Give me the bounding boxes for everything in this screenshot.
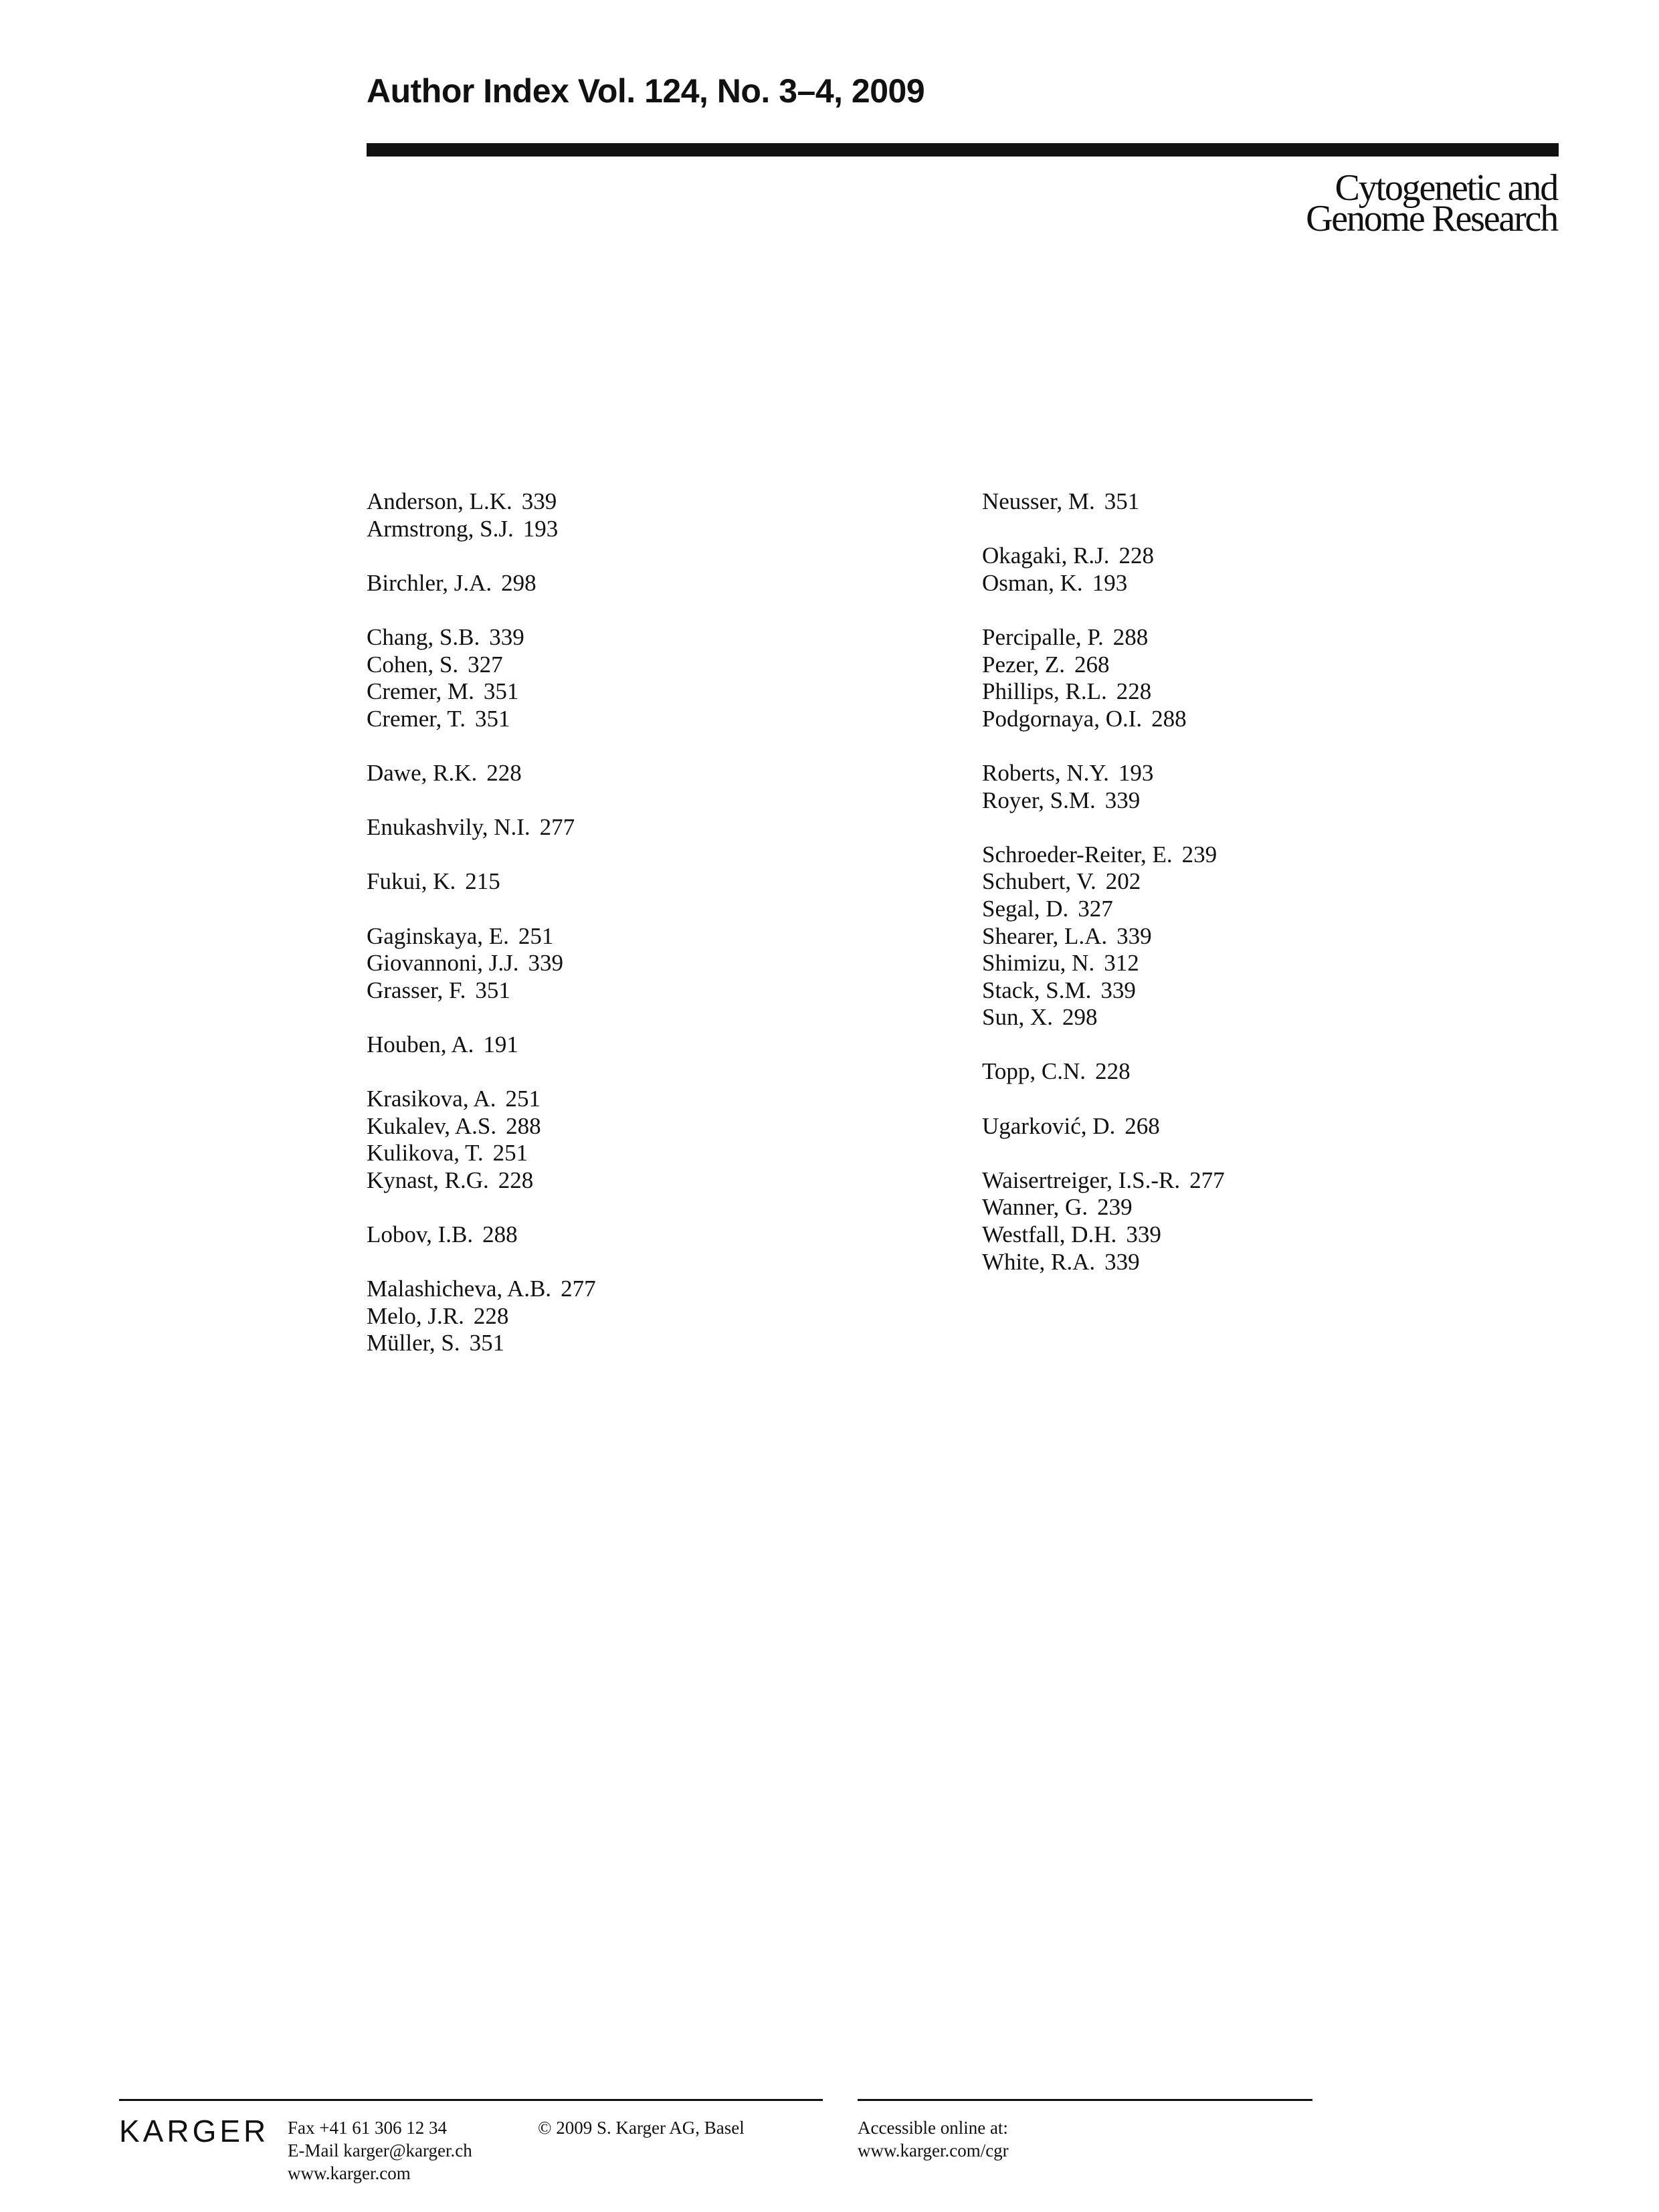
author-entry bbox=[367, 868, 902, 896]
author-page-number: 191 bbox=[483, 1031, 518, 1058]
author-entry bbox=[982, 1221, 1517, 1249]
author-index-right-column bbox=[982, 488, 1517, 1303]
author-name: Lobov, I.B. bbox=[367, 1221, 474, 1248]
author-group bbox=[982, 542, 1517, 597]
author-entry bbox=[982, 542, 1517, 570]
author-page-number: 298 bbox=[1062, 1004, 1098, 1031]
author-name: Schubert, V. bbox=[982, 868, 1096, 895]
author-page-number: 339 bbox=[1104, 787, 1141, 813]
author-entry bbox=[367, 706, 902, 733]
author-name: Podgornaya, O.I. bbox=[982, 705, 1143, 732]
author-entry bbox=[982, 1004, 1517, 1031]
author-entry bbox=[367, 1221, 902, 1249]
footer-online-access bbox=[858, 2116, 1009, 2162]
author-entry bbox=[367, 814, 902, 841]
author-page-number: 327 bbox=[468, 651, 503, 678]
author-entry bbox=[367, 1140, 902, 1167]
author-page-number: 351 bbox=[469, 1330, 505, 1356]
author-group bbox=[982, 1113, 1517, 1140]
karger-logo: KARGER bbox=[119, 2114, 270, 2148]
author-name: Pezer, Z. bbox=[982, 651, 1065, 678]
author-name: Percipalle, P. bbox=[982, 623, 1104, 650]
author-entry bbox=[367, 678, 902, 706]
author-group bbox=[367, 1276, 902, 1357]
journal-logo bbox=[1306, 167, 1557, 239]
author-name: Chang, S.B. bbox=[367, 623, 480, 650]
author-group bbox=[982, 841, 1517, 1031]
author-entry bbox=[982, 651, 1517, 679]
author-name: Sun, X. bbox=[982, 1004, 1053, 1031]
author-index-left-column bbox=[367, 488, 902, 1385]
author-name: Houben, A. bbox=[367, 1031, 474, 1058]
author-name: Schroeder-Reiter, E. bbox=[982, 841, 1173, 868]
author-entry bbox=[982, 950, 1517, 977]
author-name: Okagaki, R.J. bbox=[982, 542, 1110, 569]
author-entry bbox=[982, 1194, 1517, 1221]
author-page-number: 239 bbox=[1097, 1194, 1133, 1221]
author-entry bbox=[982, 923, 1517, 950]
author-page-number: 339 bbox=[1104, 1248, 1140, 1275]
author-group bbox=[367, 923, 902, 1005]
author-entry bbox=[982, 624, 1517, 651]
author-page-number: 351 bbox=[475, 977, 510, 1003]
author-name: Melo, J.R. bbox=[367, 1302, 464, 1329]
author-page-number: 215 bbox=[465, 868, 500, 895]
author-group bbox=[367, 624, 902, 732]
author-group bbox=[982, 624, 1517, 732]
author-entry bbox=[982, 706, 1517, 733]
author-entry bbox=[982, 1113, 1517, 1140]
author-group bbox=[982, 760, 1517, 814]
author-page-number: 228 bbox=[1116, 678, 1152, 705]
journal-logo-line-1: Cytogenetic and bbox=[1335, 167, 1557, 209]
author-name: Cremer, M. bbox=[367, 678, 474, 705]
author-page-number: 228 bbox=[1118, 542, 1155, 569]
author-name: Shearer, L.A. bbox=[982, 922, 1108, 949]
author-page-number: 228 bbox=[486, 759, 522, 786]
author-entry bbox=[982, 1167, 1517, 1195]
author-name: Anderson, L.K. bbox=[367, 488, 512, 514]
author-group bbox=[367, 570, 902, 597]
author-group bbox=[367, 1031, 902, 1059]
footer-website-link[interactable]: www.karger.com bbox=[288, 2163, 411, 2183]
author-entry bbox=[367, 624, 902, 651]
author-page-number: 193 bbox=[1118, 759, 1154, 786]
author-name: White, R.A. bbox=[982, 1248, 1096, 1275]
online-url-link[interactable]: www.karger.com/cgr bbox=[858, 2140, 1009, 2160]
author-entry bbox=[982, 570, 1517, 597]
author-group bbox=[367, 760, 902, 787]
footer-rule-right bbox=[858, 2099, 1312, 2101]
author-entry bbox=[367, 923, 902, 950]
author-page-number: 277 bbox=[1189, 1167, 1225, 1193]
author-page-number: 339 bbox=[1116, 922, 1152, 949]
author-page-number: 268 bbox=[1125, 1112, 1160, 1139]
author-name: Waisertreiger, I.S.-R. bbox=[982, 1167, 1181, 1193]
author-entry bbox=[982, 868, 1517, 896]
author-entry bbox=[367, 1031, 902, 1059]
author-name: Osman, K. bbox=[982, 569, 1083, 596]
author-page-number: 339 bbox=[521, 488, 557, 514]
author-entry bbox=[367, 977, 902, 1005]
author-name: Grasser, F. bbox=[367, 977, 466, 1003]
author-page-number: 351 bbox=[474, 705, 510, 732]
author-page-number: 288 bbox=[482, 1221, 518, 1248]
author-group bbox=[982, 1167, 1517, 1276]
author-page-number: 239 bbox=[1181, 841, 1217, 868]
author-page-number: 339 bbox=[1126, 1221, 1161, 1248]
author-name: Kukalev, A.S. bbox=[367, 1112, 497, 1139]
author-entry bbox=[367, 488, 902, 516]
online-label: Accessible online at: bbox=[858, 2118, 1008, 2138]
author-entry bbox=[982, 841, 1517, 869]
author-entry bbox=[367, 516, 902, 543]
author-name: Royer, S.M. bbox=[982, 787, 1096, 813]
author-entry bbox=[367, 570, 902, 597]
author-entry bbox=[982, 977, 1517, 1005]
footer-fax: Fax +41 61 306 12 34 bbox=[288, 2118, 447, 2138]
author-page-number: 228 bbox=[1095, 1058, 1131, 1085]
author-name: Kynast, R.G. bbox=[367, 1167, 489, 1193]
author-name: Armstrong, S.J. bbox=[367, 515, 514, 542]
author-page-number: 298 bbox=[501, 569, 536, 596]
author-name: Dawe, R.K. bbox=[367, 759, 478, 786]
author-entry bbox=[367, 1303, 902, 1330]
author-group bbox=[367, 814, 902, 841]
author-group bbox=[367, 1221, 902, 1249]
author-group bbox=[367, 1086, 902, 1194]
author-page-number: 288 bbox=[1151, 705, 1187, 732]
author-name: Wanner, G. bbox=[982, 1194, 1088, 1221]
author-entry bbox=[367, 1276, 902, 1303]
author-entry bbox=[367, 1086, 902, 1113]
author-name: Fukui, K. bbox=[367, 868, 456, 895]
author-entry bbox=[982, 896, 1517, 923]
author-page-number: 251 bbox=[518, 922, 554, 949]
author-name: Krasikova, A. bbox=[367, 1086, 496, 1112]
author-name: Neusser, M. bbox=[982, 488, 1095, 514]
author-group bbox=[367, 868, 902, 896]
author-name: Malashicheva, A.B. bbox=[367, 1276, 552, 1302]
footer-contact bbox=[288, 2116, 472, 2185]
author-page-number: 268 bbox=[1074, 651, 1110, 678]
author-page-number: 339 bbox=[528, 950, 563, 977]
author-group bbox=[367, 488, 902, 542]
author-name: Ugarković, D. bbox=[982, 1112, 1116, 1139]
author-entry bbox=[367, 760, 902, 787]
author-name: Phillips, R.L. bbox=[982, 678, 1107, 705]
author-entry bbox=[982, 787, 1517, 815]
author-page-number: 193 bbox=[522, 515, 559, 542]
author-entry bbox=[982, 1058, 1517, 1086]
author-name: Shimizu, N. bbox=[982, 950, 1095, 977]
author-page-number: 327 bbox=[1078, 895, 1113, 922]
author-name: Cremer, T. bbox=[367, 705, 466, 732]
footer-email[interactable]: E-Mail karger@karger.ch bbox=[288, 2140, 472, 2160]
author-page-number: 228 bbox=[498, 1167, 534, 1193]
footer-copyright bbox=[538, 2116, 745, 2139]
author-name: Kulikova, T. bbox=[367, 1140, 484, 1167]
author-name: Gaginskaya, E. bbox=[367, 922, 509, 949]
author-name: Segal, D. bbox=[982, 895, 1069, 922]
author-page-number: 277 bbox=[539, 814, 575, 841]
author-group bbox=[982, 1058, 1517, 1086]
header-rule bbox=[367, 143, 1559, 157]
author-name: Stack, S.M. bbox=[982, 977, 1092, 1003]
author-page-number: 251 bbox=[505, 1086, 541, 1112]
author-name: Enukashvily, N.I. bbox=[367, 814, 530, 841]
author-name: Giovannoni, J.J. bbox=[367, 950, 519, 977]
author-entry bbox=[982, 678, 1517, 706]
author-entry bbox=[982, 1249, 1517, 1276]
author-page-number: 351 bbox=[1104, 488, 1140, 514]
journal-logo-line-2: Genome Research bbox=[1306, 198, 1557, 239]
author-page-number: 251 bbox=[492, 1140, 528, 1167]
author-page-number: 193 bbox=[1092, 569, 1128, 596]
author-page-number: 339 bbox=[489, 623, 524, 650]
author-page-number: 228 bbox=[473, 1302, 509, 1329]
footer-rule-left bbox=[119, 2099, 823, 2101]
author-page-number: 202 bbox=[1105, 868, 1141, 895]
copyright-text: © 2009 S. Karger AG, Basel bbox=[538, 2118, 745, 2138]
author-page-number: 312 bbox=[1104, 950, 1139, 977]
author-entry bbox=[367, 651, 902, 679]
author-entry bbox=[982, 488, 1517, 516]
author-group bbox=[982, 488, 1517, 516]
author-page-number: 277 bbox=[561, 1276, 596, 1302]
author-name: Topp, C.N. bbox=[982, 1058, 1086, 1085]
author-name: Birchler, J.A. bbox=[367, 569, 492, 596]
author-entry bbox=[367, 1330, 902, 1357]
author-name: Roberts, N.Y. bbox=[982, 759, 1109, 786]
author-name: Cohen, S. bbox=[367, 651, 459, 678]
author-page-number: 288 bbox=[1112, 623, 1149, 650]
author-page-number: 339 bbox=[1100, 977, 1136, 1003]
author-entry bbox=[367, 950, 902, 977]
author-name: Müller, S. bbox=[367, 1330, 460, 1356]
author-page-number: 288 bbox=[506, 1112, 541, 1139]
author-entry bbox=[367, 1167, 902, 1195]
author-name: Westfall, D.H. bbox=[982, 1221, 1117, 1248]
author-entry bbox=[367, 1113, 902, 1140]
page-title: Author Index Vol. 124, No. 3–4, 2009 bbox=[367, 72, 925, 110]
author-entry bbox=[982, 760, 1517, 787]
author-page-number: 351 bbox=[483, 678, 519, 705]
